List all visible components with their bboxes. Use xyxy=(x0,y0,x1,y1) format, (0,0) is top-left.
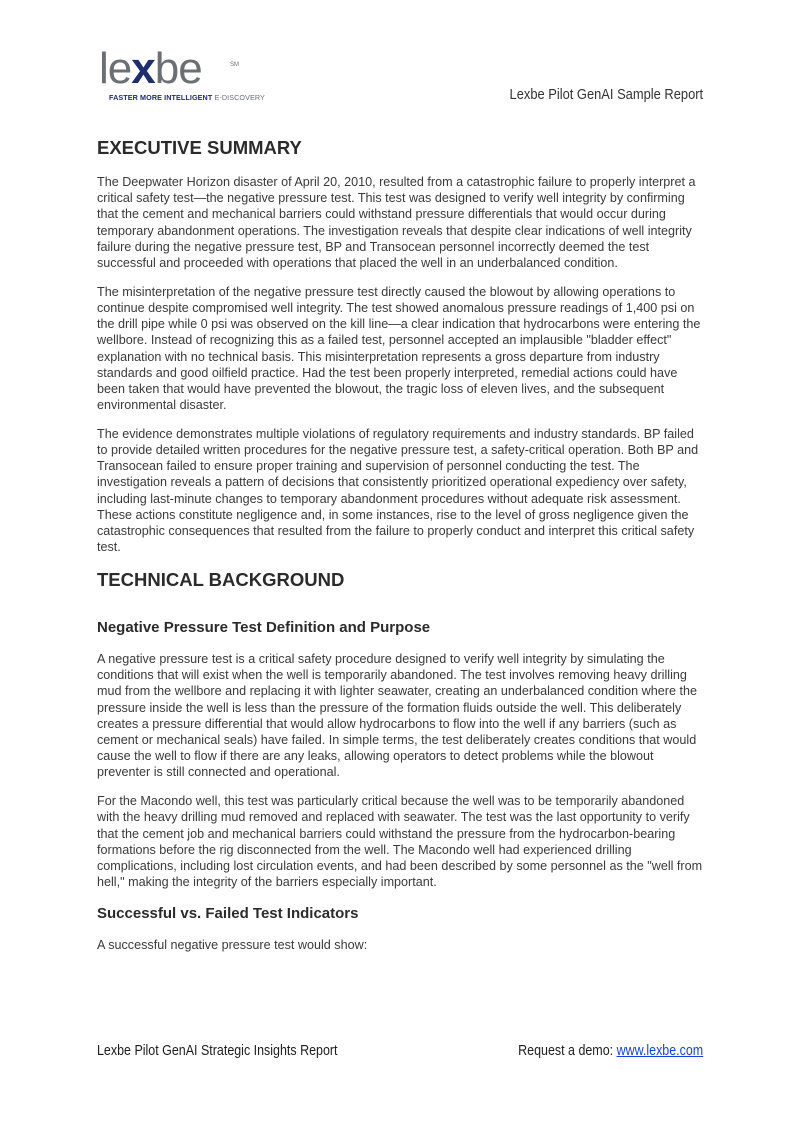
section-negative-pressure-test xyxy=(97,651,703,890)
footer-report-name: Lexbe Pilot GenAI Strategic Insights Report xyxy=(97,1043,338,1059)
heading-test-indicators: Successful vs. Failed Test Indicators xyxy=(97,905,359,923)
tagline-strong: FASTER MORE INTELLIGENT xyxy=(109,93,213,102)
document-body xyxy=(97,136,703,954)
logo-tagline xyxy=(109,93,265,102)
indicators-paragraph-1: A successful negative pressure test would show: xyxy=(97,938,368,953)
exec-paragraph-1: The Deepwater Horizon disaster of April 20, 2010, resulted from a catastrophic failure to properly interpret a critical safety test—the negative pressure test. This test was designed to verify well integrity by confirming that the cement and mechanical barriers could withstand pressure differentials that would occur during temporary abandonment operations. The investigation reveals that despite clear indications of well integrity failure during the negative pressure test, BP and Transocean personnel incorrectly deemed the test successful and proceeded with operations that placed the well in an underbalanced condition. xyxy=(97,175,696,271)
logo-service-mark: SM xyxy=(230,62,239,68)
footer-website-link[interactable]: www.lexbe.com xyxy=(616,1043,703,1059)
logo-wordmark xyxy=(99,46,202,92)
footer-demo-label: Request a demo: xyxy=(517,1043,617,1059)
neg-paragraph-2: For the Macondo well, this test was particularly critical because the well was to be temporarily abandoned with the heavy drilling mud removed and replaced with seawater. The test was the last opportunity to verify that the cement job and mechanical barriers could withstand the pressure from the hydrocarbon-bearing formations before the rig disconnected from the well. The Macondo well had experienced drilling complications, including lost circulation events, and had been described by some personnel as the "well from hell," making the integrity of the barriers especially important. xyxy=(97,794,703,890)
heading-technical-background: TECHNICAL BACKGROUND xyxy=(97,568,345,590)
report-title: Lexbe Pilot GenAI Sample Report xyxy=(509,86,703,103)
logo-text-le: le xyxy=(99,44,132,93)
exec-paragraph-2: The misinterpretation of the negative pressure test directly caused the blowout by allowing operations to continue despite compromised well integrity. The test showed anomalous pressure readings of 1,400 psi on the drill pipe while 0 psi was observed on the kill line—a clear indication that hydrocarbons were entering the wellbore. Instead of recognizing this as a failed test, personnel accepted an implausible "bladder effect" explanation with no technical basis. This misinterpretation represents a gross departure from industry standards and good oilfield practice. Had the test been properly interpreted, remedial actions could have been taken that would have prevented the blowout, the tragic loss of eleven lives, and the subsequent environmental disaster. xyxy=(97,284,701,413)
tagline-light: E-DISCOVERY xyxy=(214,93,265,102)
logo-text-x: x xyxy=(131,44,155,93)
page-footer xyxy=(97,1043,703,1063)
footer-demo-request xyxy=(518,1043,703,1059)
neg-paragraph-1: A negative pressure test is a critical safety procedure designed to verify well integrity by simulating the conditions that will exist when the well is temporarily abandoned. The test involves removing heavy drilling mud from the wellbore and replacing it with lighter seawater, creating an underbalanced condition where the pressure inside the well is less than the pressure of the formation fluids outside the well. This deliberately creates a pressure differential that would allow hydrocarbons to flow into the well if any barriers (such as cement or mechanical seals) have failed. In simple terms, the test deliberately creates conditions that would cause the well to flow if there are any leaks, allowing operators to detect problems while the blowout preventer is still connected and operational. xyxy=(97,651,697,780)
heading-executive-summary: EXECUTIVE SUMMARY xyxy=(97,137,302,158)
lexbe-logo[interactable] xyxy=(97,44,265,106)
logo-text-be: be xyxy=(154,44,202,93)
page-header xyxy=(97,44,703,106)
heading-negative-pressure-test: Negative Pressure Test Definition and Purpose xyxy=(97,618,431,636)
exec-paragraph-3: The evidence demonstrates multiple violations of regulatory requirements and industry standards. BP failed to provide detailed written procedures for the negative pressure test, a safety-critical operation. Both BP and Transocean failed to ensure proper training and supervision of personnel conducting the test. The investigation reveals a pattern of decisions that consistently prioritized operational expediency over safety, including last-minute changes to temporary abandonment procedures without adequate risk assessment. These actions constitute negligence and, in some instances, rise to the level of gross negligence given the catastrophic consequences that resulted from the failure to properly conduct and interpret this critical safety test. xyxy=(97,426,699,555)
section-executive-summary xyxy=(97,174,703,555)
